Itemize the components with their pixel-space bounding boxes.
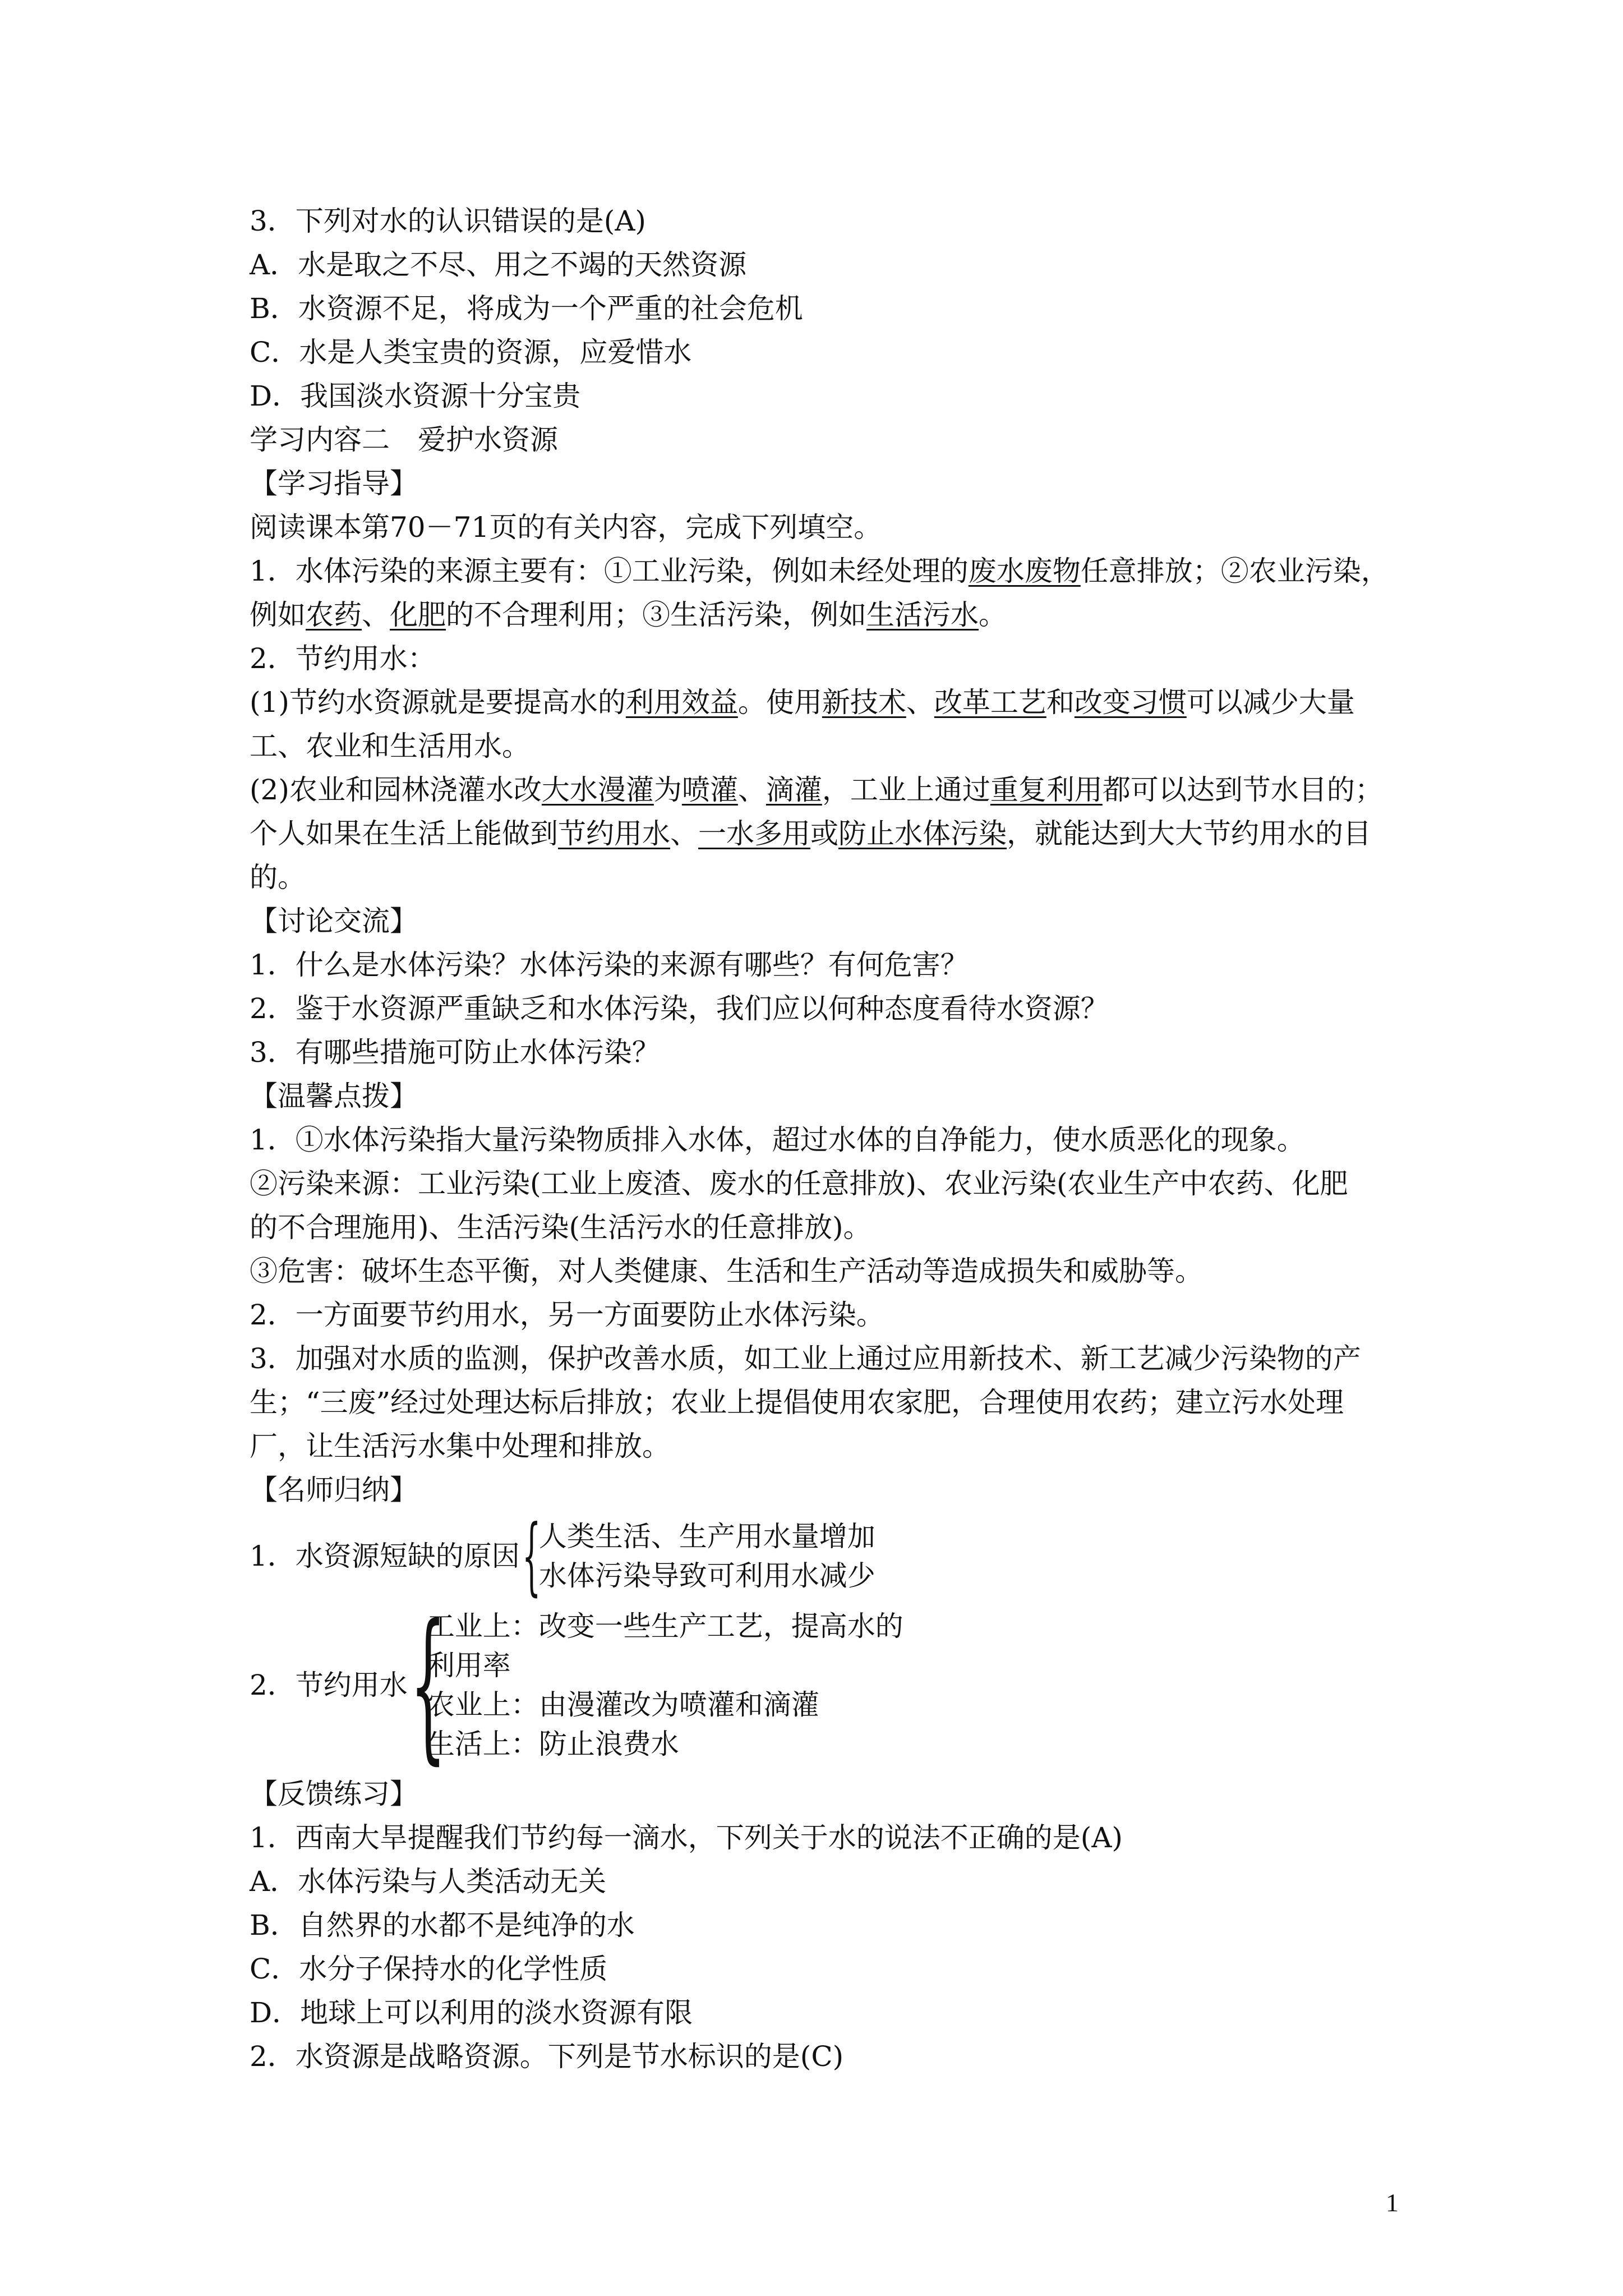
- feedback-q2: 2．水资源是战略资源。下列是节水标识的是(C): [250, 2040, 844, 2073]
- section-heading: 学习内容二 爱护水资源: [250, 424, 558, 456]
- page-content: [250, 199, 1399, 2078]
- tips-line: 的不合理施用)、生活污染(生活污水的任意排放)。: [250, 1211, 872, 1244]
- option-c: C．水是人类宝贵的资源，应爱惜水: [250, 336, 692, 369]
- option-c: C．水分子保持水的化学性质: [250, 1953, 608, 1985]
- fill-item-2-1-line-2: 工、农业和生活用水。: [250, 730, 530, 762]
- feedback-q1: 1．西南大旱提醒我们节约每一滴水，下列关于水的说法不正确的是(A): [250, 1821, 1123, 1854]
- discussion-q1: 1．什么是水体污染？水体污染的来源有哪些？有何危害？: [250, 949, 969, 981]
- option-d: D．地球上可以利用的淡水资源有限: [250, 1996, 693, 2029]
- summary-item: 工业上：改变一些生产工艺，提高水的: [426, 1610, 903, 1642]
- answer-blank: 农药: [306, 599, 362, 631]
- fill-item-2-1-line-1: (1)节约水资源就是要提高水的利用效益。使用新技术、改革工艺和改变习惯可以减少大量: [250, 686, 1355, 719]
- answer-blank: 改革工艺: [934, 686, 1046, 719]
- option-b: B．自然界的水都不是纯净的水: [250, 1909, 635, 1941]
- tips-line: 2．一方面要节约用水，另一方面要防止水体污染。: [250, 1299, 884, 1331]
- fill-item-1-line-1: 1．水体污染的来源主要有：①工业污染，例如未经处理的废水废物任意排放；②农业污染，: [250, 555, 1389, 587]
- tips-line: ③危害：破坏生态平衡，对人类健康、生活和生产活动等造成损失和威胁等。: [250, 1255, 1203, 1287]
- tips-line: 1．①水体污染指大量污染物质排入水体，超过水体的自净能力，使水质恶化的现象。: [250, 1124, 1305, 1156]
- answer-blank: 化肥: [390, 599, 446, 631]
- summary-water-shortage: [250, 1507, 1399, 1605]
- heading-feedback: 【反馈练习】: [250, 1778, 418, 1810]
- option-d: D．我国淡水资源十分宝贵: [250, 380, 581, 412]
- answer-blank: 滴灌: [766, 774, 822, 806]
- answer-blank: 改变习惯: [1074, 686, 1187, 719]
- discussion-q3: 3．有哪些措施可防止水体污染？: [250, 1036, 660, 1069]
- option-a: A．水体污染与人类活动无关: [250, 1865, 607, 1898]
- option-a: A．水是取之不尽、用之不竭的天然资源: [250, 249, 747, 281]
- summary-item: 水体污染导致可利用水减少: [538, 1559, 875, 1592]
- heading-study-guide: 【学习指导】: [250, 467, 418, 500]
- summary-item: 生活上：防止浪费水: [426, 1728, 679, 1760]
- answer-blank: 生活污水: [866, 599, 979, 631]
- answer-blank: 一水多用: [698, 817, 810, 850]
- answer-blank: 重复利用: [990, 774, 1103, 806]
- question-3: 3．下列对水的认识错误的是(A): [250, 205, 646, 237]
- fill-item-2: 2．节约用水：: [250, 642, 436, 675]
- fill-item-2-2-line-3: 的。: [250, 861, 306, 894]
- fill-item-2-2-line-2: 个人如果在生活上能做到节约用水、一水多用或防止水体污染，就能达到大大节约用水的目: [250, 817, 1371, 850]
- summary-label: 1．水资源短缺的原因: [250, 1540, 520, 1572]
- page-number: 1: [1386, 2188, 1399, 2217]
- summary-item: 利用率: [426, 1649, 511, 1682]
- summary-water-saving: [250, 1590, 1399, 1779]
- brace-bracket: {: [409, 1590, 446, 1779]
- tips-line: 生；“三废”经过处理达标后排放；农业上提倡使用农家肥，合理使用农药；建立污水处理: [250, 1386, 1344, 1419]
- summary-item: 农业上：由漫灌改为喷灌和滴灌: [426, 1688, 819, 1721]
- summary-items: [427, 1607, 903, 1764]
- answer-blank: 喷灌: [681, 774, 738, 806]
- reading-instruction: 阅读课本第70－71页的有关内容，完成下列填空。: [250, 511, 882, 544]
- fill-item-2-2-line-1: (2)农业和园林浇灌水改大水漫灌为喷灌、滴灌，工业上通过重复利用都可以达到节水目的；: [250, 774, 1383, 806]
- answer-blank: 防止水体污染: [838, 817, 1007, 850]
- brace-bracket: {: [522, 1507, 541, 1605]
- heading-summary: 【名师归纳】: [250, 1474, 418, 1506]
- answer-blank: 大水漫灌: [541, 774, 654, 806]
- summary-label: 2．节约用水: [250, 1669, 408, 1701]
- tips-line: 3．加强对水质的监测，保护改善水质，如工业上通过应用新技术、新工艺减少污染物的产: [250, 1342, 1361, 1375]
- discussion-q2: 2．鉴于水资源严重缺乏和水体污染，我们应以何种态度看待水资源？: [250, 992, 1109, 1025]
- tips-line: ②污染来源：工业污染(工业上废渣、废水的任意排放)、农业污染(农业生产中农药、化肥: [250, 1167, 1348, 1200]
- heading-tips: 【温馨点拨】: [250, 1080, 418, 1112]
- summary-item: 人类生活、生产用水量增加: [538, 1520, 875, 1553]
- answer-blank: 节约用水: [558, 817, 670, 850]
- heading-discussion: 【讨论交流】: [250, 905, 418, 937]
- answer-blank: 利用效益: [625, 686, 738, 719]
- tips-line: 厂，让生活污水集中处理和排放。: [250, 1430, 670, 1462]
- answer-blank: 新技术: [822, 686, 906, 719]
- summary-items: [539, 1517, 875, 1595]
- fill-item-1-line-2: 例如农药、化肥的不合理利用；③生活污染，例如生活污水。: [250, 599, 1007, 631]
- answer-blank: 废水废物: [968, 555, 1081, 587]
- option-b: B．水资源不足，将成为一个严重的社会危机: [250, 292, 803, 325]
